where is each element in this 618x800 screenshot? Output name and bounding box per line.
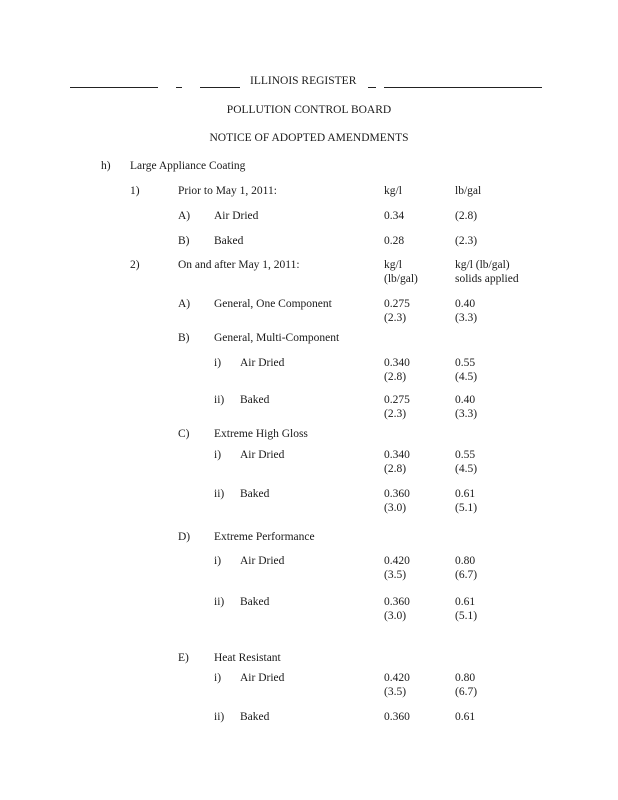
row-value-solids-kgl: 0.55 xyxy=(455,357,476,369)
row-value-solids-lbgal: (5.1) xyxy=(455,502,478,514)
row-value-lbgal: (3.0) xyxy=(384,502,407,514)
header-rule-dash xyxy=(368,87,376,88)
agency-title: POLLUTION CONTROL BOARD xyxy=(226,104,392,116)
group-name: General, Multi-Component xyxy=(214,332,340,344)
part2-col1-subheader: (lb/gal) xyxy=(384,273,418,285)
row-value-lbgal: (2.8) xyxy=(384,463,407,475)
subrow-name: Baked xyxy=(240,488,270,500)
subrow-name: Baked xyxy=(240,394,270,406)
row-value-lbgal: (2.8) xyxy=(384,371,407,383)
part2-title: On and after May 1, 2011: xyxy=(178,259,300,271)
row-value-kgl: 0.360 xyxy=(384,596,410,608)
row-value-lbgal: (3.5) xyxy=(384,686,407,698)
row-value-solids-lbgal: (6.7) xyxy=(455,569,478,581)
group-label: D) xyxy=(178,531,191,543)
header-rule-dash xyxy=(176,87,182,88)
part2-col1-header: kg/l xyxy=(384,259,402,271)
row-value-solids-kgl: 0.61 xyxy=(455,488,476,500)
row-value-solids-kgl: 0.40 xyxy=(455,394,476,406)
row-value-solids-lbgal: (6.7) xyxy=(455,686,478,698)
notice-title: NOTICE OF ADOPTED AMENDMENTS xyxy=(209,132,409,144)
row-value-solids-kgl: 0.61 xyxy=(455,596,476,608)
row-value-solids-kgl: 0.55 xyxy=(455,449,476,461)
row-name: Air Dried xyxy=(214,210,259,222)
subrow-label: i) xyxy=(214,449,222,461)
subrow-label: ii) xyxy=(214,596,225,608)
subrow-name: Air Dried xyxy=(240,357,285,369)
row-value-lbgal: (3.5) xyxy=(384,569,407,581)
row-value-kgl: 0.275 xyxy=(384,394,410,406)
register-title: ILLINOIS REGISTER xyxy=(250,75,357,87)
row-value-solids-lbgal: (3.3) xyxy=(455,408,478,420)
group-name: Heat Resistant xyxy=(214,652,281,664)
row-value-solids-kgl: 0.80 xyxy=(455,555,476,567)
subrow-name: Air Dried xyxy=(240,555,285,567)
section-label: h) xyxy=(101,160,111,172)
row-value-solids-lbgal: (4.5) xyxy=(455,371,478,383)
row-value-kgl: 0.420 xyxy=(384,555,410,567)
subrow-name: Air Dried xyxy=(240,672,285,684)
row-value-kgl: 0.34 xyxy=(384,210,405,222)
header-rule-dash xyxy=(200,87,240,88)
row-value-solids-kgl: 0.40 xyxy=(455,298,476,310)
part2-col2-subheader: solids applied xyxy=(455,273,519,285)
part2-label: 2) xyxy=(130,259,140,271)
part2-col2-header: kg/l (lb/gal) xyxy=(455,259,510,271)
part1-title: Prior to May 1, 2011: xyxy=(178,185,277,197)
group-name: Extreme High Gloss xyxy=(214,428,308,440)
row-value-lbgal: (2.8) xyxy=(455,210,478,222)
row-value-lbgal: (3.0) xyxy=(384,610,407,622)
row-name: Baked xyxy=(214,235,244,247)
row-value-solids-lbgal: (3.3) xyxy=(455,312,478,324)
subrow-label: ii) xyxy=(214,488,225,500)
row-value-solids-kgl: 0.61 xyxy=(455,711,476,723)
group-name: Extreme Performance xyxy=(214,531,315,543)
row-value-solids-lbgal: (5.1) xyxy=(455,610,478,622)
subrow-label: ii) xyxy=(214,711,225,723)
group-label: B) xyxy=(178,332,190,344)
row-label: B) xyxy=(178,235,190,247)
subrow-name: Air Dried xyxy=(240,449,285,461)
subrow-name: Baked xyxy=(240,596,270,608)
section-title: Large Appliance Coating xyxy=(130,160,246,172)
group-label: C) xyxy=(178,428,190,440)
part1-col2-header: lb/gal xyxy=(455,185,482,197)
subrow-label: ii) xyxy=(214,394,225,406)
row-value-solids-kgl: 0.80 xyxy=(455,672,476,684)
subrow-label: i) xyxy=(214,357,222,369)
part1-label: 1) xyxy=(130,185,140,197)
subrow-label: i) xyxy=(214,555,222,567)
row-name: General, One Component xyxy=(214,298,332,310)
row-value-lbgal: (2.3) xyxy=(384,312,407,324)
row-value-kgl: 0.340 xyxy=(384,357,410,369)
row-value-kgl: 0.28 xyxy=(384,235,405,247)
group-label: E) xyxy=(178,652,189,664)
row-value-kgl: 0.275 xyxy=(384,298,410,310)
row-value-lbgal: (2.3) xyxy=(384,408,407,420)
row-value-kgl: 0.420 xyxy=(384,672,410,684)
row-label: A) xyxy=(178,298,191,310)
row-value-kgl: 0.340 xyxy=(384,449,410,461)
row-value-kgl: 0.360 xyxy=(384,488,410,500)
subrow-name: Baked xyxy=(240,711,270,723)
row-label: A) xyxy=(178,210,191,222)
row-value-lbgal: (2.3) xyxy=(455,235,478,247)
row-value-kgl: 0.360 xyxy=(384,711,410,723)
row-value-solids-lbgal: (4.5) xyxy=(455,463,478,475)
header-rule-right xyxy=(384,87,542,88)
subrow-label: i) xyxy=(214,672,222,684)
part1-col1-header: kg/l xyxy=(384,185,402,197)
header-rule-left xyxy=(70,87,158,88)
